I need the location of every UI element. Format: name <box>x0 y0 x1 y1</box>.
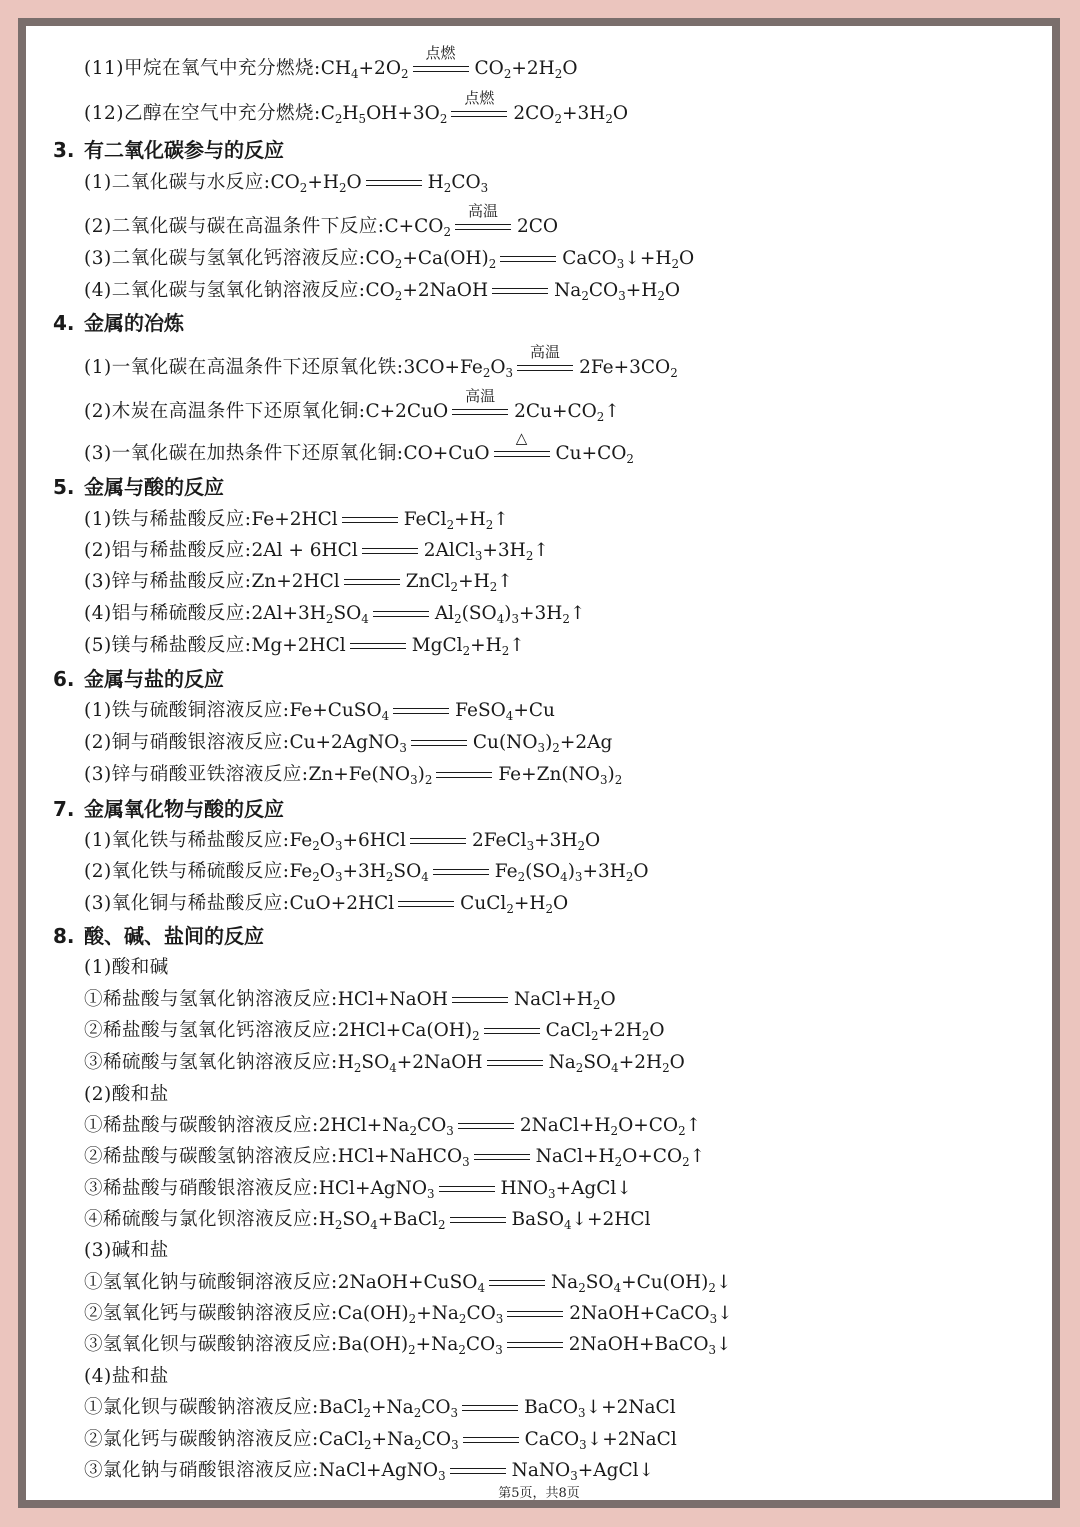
reactants: Ba(OH)2+Na2CO3 <box>337 1334 503 1357</box>
yields-sign <box>366 177 422 189</box>
reaction-label: (1)铁与稀盐酸反应: <box>84 509 252 530</box>
reaction-item <box>84 566 513 598</box>
page-footer: 第5页，共8页 <box>498 1486 580 1501</box>
products: Na2SO4+2H2O <box>548 1052 685 1075</box>
reactants: Mg+2HCl <box>251 635 346 656</box>
yields-sign <box>411 737 467 749</box>
reaction-item <box>84 759 622 791</box>
products: BaSO4↓+2HCl <box>511 1209 651 1232</box>
reactants: Fe2O3+3H2SO4 <box>289 861 429 884</box>
section-title: 金属与酸的反应 <box>84 475 224 499</box>
yields-sign <box>489 1277 545 1289</box>
reaction-label: (3)氧化铜与稀盐酸反应: <box>84 893 290 914</box>
reactants: HCl+AgNO3 <box>318 1178 435 1201</box>
yields-sign <box>452 994 508 1006</box>
yields-sign <box>433 866 489 878</box>
reaction-label: (3)一氧化碳在加热条件下还原氧化铜: <box>84 443 404 464</box>
products: 2CO <box>516 216 559 237</box>
yields-sign <box>492 285 548 297</box>
reaction-condition: 高温 <box>530 343 561 361</box>
reaction-label: (3)碱和盐 <box>84 1240 169 1261</box>
reaction-label: (1)二氧化碳与水反应: <box>84 172 271 193</box>
reactants: C2H5OH+3O2 <box>320 103 448 126</box>
reactants: HCl+NaOH <box>337 989 448 1010</box>
products: 2NaOH+BaCO3↓ <box>568 1334 732 1357</box>
products: Cu(NO3)2+2Ag <box>472 732 613 755</box>
yields-sign <box>362 545 418 557</box>
reaction-label: ①稀盐酸与碳酸钠溶液反应: <box>84 1115 319 1136</box>
reaction-item <box>84 825 600 857</box>
yields-sign <box>350 640 406 652</box>
reactants: CO+CuO <box>403 443 490 464</box>
reactants: CO2+Ca(OH)2 <box>365 248 497 271</box>
reaction-item <box>84 1110 701 1142</box>
reaction-item <box>84 1173 632 1205</box>
yields-sign <box>474 1151 530 1163</box>
reactants: H2SO4+2NaOH <box>337 1052 483 1075</box>
reaction-label: (2)二氧化碳与碳在高温条件下反应: <box>84 216 385 237</box>
reaction-condition: 点燃 <box>464 89 495 107</box>
reaction-item <box>84 1047 685 1079</box>
products: CaCO3↓+2NaCl <box>524 1429 677 1452</box>
reaction-label: ③稀硫酸与氢氧化钠溶液反应: <box>84 1052 338 1073</box>
reaction-condition: 点燃 <box>425 44 456 62</box>
reaction-item <box>84 630 525 662</box>
subsection-heading <box>84 1361 169 1393</box>
reaction-label: ①氢氧化钠与硫酸铜溶液反应: <box>84 1272 338 1293</box>
reaction-label: (1)铁与硫酸铜溶液反应: <box>84 700 290 721</box>
products: CuCl2+H2O <box>460 893 569 916</box>
products: 2Cu+CO2↑ <box>514 401 620 424</box>
reaction-item <box>84 856 649 888</box>
section-title: 金属的冶炼 <box>84 311 184 335</box>
yields-sign <box>517 343 573 374</box>
reactants: Fe2O3+6HCl <box>289 830 406 853</box>
reactants: CuO+2HCl <box>289 893 395 914</box>
reaction-item <box>84 1329 732 1361</box>
reaction-item <box>84 1298 733 1330</box>
section-heading <box>53 793 284 825</box>
reaction-item <box>84 888 568 920</box>
reaction-label: (4)铝与稀硫酸反应: <box>84 603 252 624</box>
yields-sign <box>462 1402 518 1414</box>
products: MgCl2+H2↑ <box>411 635 525 658</box>
reaction-label: ④稀硫酸与氯化钡溶液反应: <box>84 1209 319 1230</box>
reaction-item <box>84 598 585 630</box>
section-heading <box>53 920 264 952</box>
products: 2CO2+3H2O <box>513 103 629 126</box>
yields-sign <box>484 1025 540 1037</box>
subsection-heading <box>84 952 169 984</box>
reaction-label: (4)盐和盐 <box>84 1366 169 1387</box>
products: 2AlCl3+3H2↑ <box>423 540 549 563</box>
subsection-heading <box>84 1235 169 1267</box>
reactants: NaCl+AgNO3 <box>318 1460 446 1483</box>
reaction-item <box>84 202 559 243</box>
reaction-condition: 高温 <box>467 202 498 220</box>
products: CO2+2H2O <box>474 58 578 81</box>
section-number: 3. <box>53 138 75 162</box>
reactants: CO2+H2O <box>270 172 362 195</box>
reaction-label: (2)铜与硝酸银溶液反应: <box>84 732 290 753</box>
reaction-item <box>84 275 680 307</box>
yields-sign <box>452 387 508 418</box>
reaction-item <box>84 984 616 1016</box>
reactants: Zn+Fe(NO3)2 <box>308 764 433 787</box>
yields-sign <box>500 253 556 265</box>
yields-sign <box>487 1057 543 1069</box>
reactants: 2Al+3H2SO4 <box>251 603 369 626</box>
section-title: 酸、碱、盐间的反应 <box>84 924 264 948</box>
products: BaCO3↓+2NaCl <box>524 1397 676 1420</box>
section-title: 有二氧化碳参与的反应 <box>84 138 284 162</box>
reaction-label: (3)锌与稀盐酸反应: <box>84 571 252 592</box>
reactants: BaCl2+Na2CO3 <box>318 1397 459 1420</box>
section-heading <box>53 471 224 503</box>
reaction-label: (1)酸和碱 <box>84 957 169 978</box>
reactants: C+2CuO <box>365 401 449 422</box>
reaction-item <box>84 1015 665 1047</box>
products: Al2(SO4)3+3H2↑ <box>434 603 586 626</box>
reactants: HCl+NaHCO3 <box>337 1146 470 1169</box>
subsection-heading <box>84 1079 169 1111</box>
section-heading <box>53 663 224 695</box>
reaction-condition: △ <box>515 429 528 447</box>
reaction-item <box>84 429 634 470</box>
reaction-label: (3)锌与硝酸亚铁溶液反应: <box>84 764 309 785</box>
products: NaCl+H2O+CO2↑ <box>535 1146 706 1169</box>
yields-sign <box>373 608 429 620</box>
reaction-item <box>84 89 629 130</box>
reaction-label: (4)二氧化碳与氢氧化钠溶液反应: <box>84 280 366 301</box>
yields-sign <box>458 1120 514 1132</box>
yields-sign <box>507 1339 563 1351</box>
products: ZnCl2+H2↑ <box>405 571 513 594</box>
reactants: H2SO4+BaCl2 <box>318 1209 446 1232</box>
products: FeCl2+H2↑ <box>403 509 509 532</box>
yields-sign <box>455 202 511 233</box>
reaction-item <box>84 1141 705 1173</box>
yields-sign <box>451 89 507 120</box>
reaction-label: ②稀盐酸与碳酸氢钠溶液反应: <box>84 1146 338 1167</box>
products: NaCl+H2O <box>513 989 616 1012</box>
reaction-label: (3)二氧化碳与氢氧化钙溶液反应: <box>84 248 366 269</box>
reaction-label: (2)木炭在高温条件下还原氧化铜: <box>84 401 366 422</box>
reactants: 2NaOH+CuSO4 <box>337 1272 485 1295</box>
reaction-label: (2)氧化铁与稀硫酸反应: <box>84 861 290 882</box>
products: CaCO3↓+H2O <box>562 248 695 271</box>
yields-sign <box>450 1465 506 1477</box>
products: HNO3+AgCl↓ <box>500 1178 632 1201</box>
products: 2FeCl3+3H2O <box>471 830 601 853</box>
reaction-label: ②稀盐酸与氢氧化钙溶液反应: <box>84 1020 338 1041</box>
section-number: 5. <box>53 475 75 499</box>
reactants: CO2+2NaOH <box>365 280 489 303</box>
section-number: 7. <box>53 797 75 821</box>
reaction-label: (2)铝与稀盐酸反应: <box>84 540 252 561</box>
reaction-label: ②氢氧化钙与碳酸钠溶液反应: <box>84 1303 338 1324</box>
reaction-label: ③氢氧化钡与碳酸钠溶液反应: <box>84 1334 338 1355</box>
reaction-label: (12)乙醇在空气中充分燃烧: <box>84 103 321 124</box>
document-page <box>26 26 1052 1500</box>
reaction-item <box>84 1204 651 1236</box>
yields-sign <box>393 705 449 717</box>
reaction-item <box>84 343 678 384</box>
reaction-item <box>84 727 612 759</box>
products: 2NaCl+H2O+CO2↑ <box>519 1115 702 1138</box>
reaction-item <box>84 167 488 199</box>
reactants: Cu+2AgNO3 <box>289 732 407 755</box>
reaction-item <box>84 535 549 567</box>
reaction-label: ①稀盐酸与氢氧化钠溶液反应: <box>84 989 338 1010</box>
reactants: C+CO2 <box>384 216 451 239</box>
reaction-item <box>84 695 555 727</box>
products: CaCl2+2H2O <box>545 1020 665 1043</box>
reaction-condition: 高温 <box>465 387 496 405</box>
reactants: 2Al + 6HCl <box>251 540 358 561</box>
products: Fe+Zn(NO3)2 <box>498 764 623 787</box>
section-number: 8. <box>53 924 75 948</box>
products: Fe2(SO4)3+3H2O <box>494 861 649 884</box>
reactants: CaCl2+Na2CO3 <box>318 1429 459 1452</box>
yields-sign <box>398 898 454 910</box>
yields-sign <box>450 1214 506 1226</box>
reaction-label: (2)酸和盐 <box>84 1084 169 1105</box>
section-title: 金属与盐的反应 <box>84 667 224 691</box>
reaction-label: ①氯化钡与碳酸钠溶液反应: <box>84 1397 319 1418</box>
reactants: Ca(OH)2+Na2CO3 <box>337 1303 504 1326</box>
products: Na2CO3+H2O <box>554 280 681 303</box>
reaction-item <box>84 504 509 536</box>
reaction-label: ②氯化钙与碳酸钠溶液反应: <box>84 1429 319 1450</box>
yields-sign <box>507 1308 563 1320</box>
reaction-item <box>84 1392 676 1424</box>
reaction-label: (5)镁与稀盐酸反应: <box>84 635 252 656</box>
reactants: 2HCl+Ca(OH)2 <box>337 1020 480 1043</box>
reaction-label: (1)氧化铁与稀盐酸反应: <box>84 830 290 851</box>
yields-sign <box>413 44 469 75</box>
products: Cu+CO2 <box>555 443 634 466</box>
yields-sign <box>494 429 550 460</box>
products: 2NaOH+CaCO3↓ <box>569 1303 733 1326</box>
reaction-item <box>84 387 620 428</box>
reaction-item <box>84 1267 731 1299</box>
reaction-item <box>84 243 694 275</box>
section-title: 金属氧化物与酸的反应 <box>84 797 284 821</box>
reactants: 2HCl+Na2CO3 <box>318 1115 454 1138</box>
yields-sign <box>436 769 492 781</box>
products: FeSO4+Cu <box>455 700 555 723</box>
section-number: 6. <box>53 667 75 691</box>
reactants: Fe+CuSO4 <box>289 700 390 723</box>
products: NaNO3+AgCl↓ <box>511 1460 655 1483</box>
reaction-label: ③稀盐酸与硝酸银溶液反应: <box>84 1178 319 1199</box>
reaction-item <box>84 44 578 85</box>
yields-sign <box>342 514 398 526</box>
reactants: Fe+2HCl <box>251 509 338 530</box>
section-heading <box>53 307 184 339</box>
reaction-item <box>84 1424 677 1456</box>
reactants: CH4+2O2 <box>320 58 409 81</box>
reactants: 3CO+Fe2O3 <box>403 357 514 380</box>
products: Na2SO4+Cu(OH)2↓ <box>550 1272 732 1295</box>
yields-sign <box>463 1434 519 1446</box>
reactants: Zn+2HCl <box>251 571 340 592</box>
section-number: 4. <box>53 311 75 335</box>
reaction-label: ③氯化钠与硝酸银溶液反应: <box>84 1460 319 1481</box>
reaction-label: (1)一氧化碳在高温条件下还原氧化铁: <box>84 357 404 378</box>
yields-sign <box>410 835 466 847</box>
products: 2Fe+3CO2 <box>579 357 678 380</box>
yields-sign <box>439 1183 495 1195</box>
yields-sign <box>344 576 400 588</box>
products: H2CO3 <box>427 172 489 195</box>
section-heading <box>53 134 284 166</box>
reaction-label: (11)甲烷在氧气中充分燃烧: <box>84 58 321 79</box>
